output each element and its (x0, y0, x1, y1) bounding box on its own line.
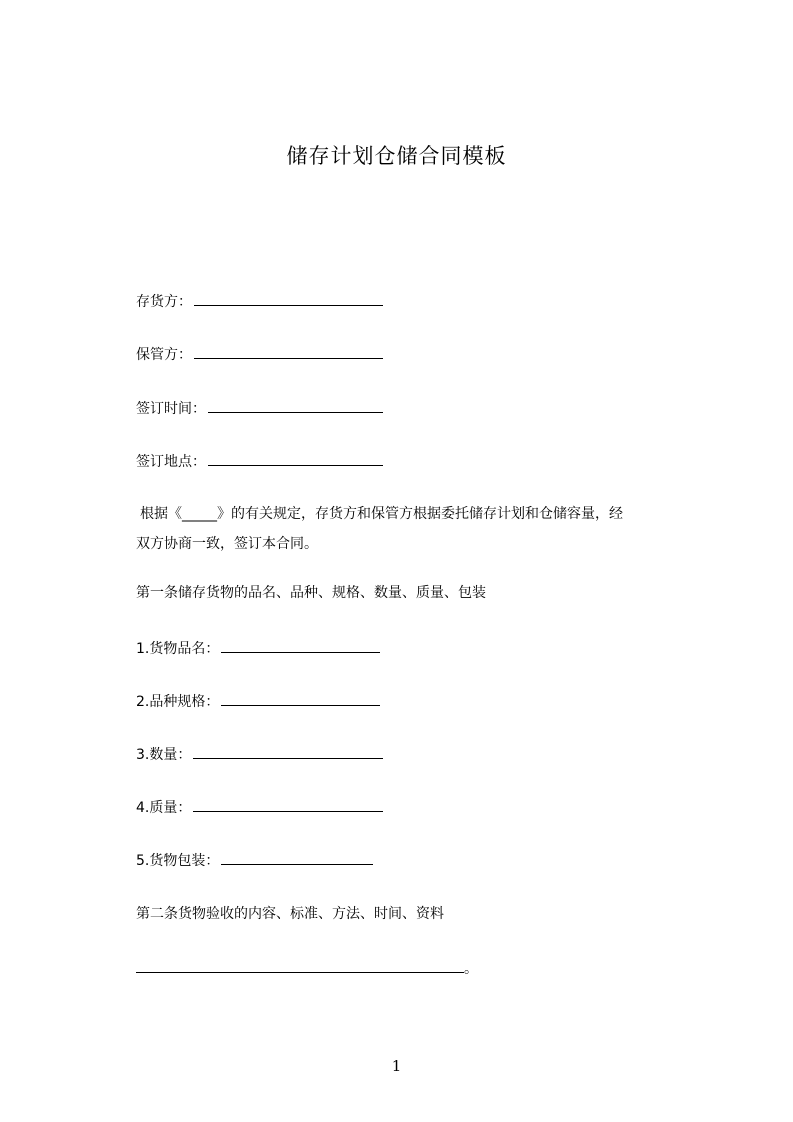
item-blank (221, 638, 380, 653)
sign-time-field (136, 398, 383, 419)
depositor-label: 存货方： (136, 294, 192, 310)
page-number: 1 (391, 1057, 402, 1075)
article1-item-2 (136, 691, 380, 712)
item-blank (221, 850, 373, 865)
article2-end-mark: 。 (464, 961, 478, 977)
item-blank (221, 691, 380, 706)
sign-time-blank (208, 398, 383, 413)
article1-item-3 (136, 744, 383, 765)
document-title: 储存计划仓储合同模板 (286, 144, 507, 168)
intro-line-2: 双方协商一致，签订本合同。 (136, 536, 318, 552)
item-blank (193, 797, 383, 812)
article1-heading: 第一条储存货物的品名、品种、规格、数量、质量、包装 (136, 585, 486, 601)
item-label: 1.货物品名： (136, 641, 220, 657)
intro-paragraph (136, 499, 706, 559)
custodian-blank (194, 344, 383, 359)
intro-line-1: 根据《_____》的有关规定，存货方和保管方根据委托储存计划和仓储容量，经 (140, 506, 623, 522)
article1-item-4 (136, 797, 383, 818)
sign-time-label: 签订时间： (136, 401, 206, 417)
depositor-blank (194, 291, 383, 306)
custodian-label: 保管方： (136, 347, 192, 363)
custodian-field (136, 344, 383, 365)
sign-place-label: 签订地点： (136, 454, 206, 470)
depositor-field (136, 291, 383, 312)
article2-content-line (136, 958, 478, 979)
sign-place-field (136, 451, 383, 472)
article1-item-1 (136, 638, 380, 659)
article2-blank (136, 958, 464, 973)
item-label: 3.数量： (136, 747, 192, 763)
item-label: 2.品种规格： (136, 694, 220, 710)
item-blank (193, 744, 383, 759)
sign-place-blank (208, 451, 383, 466)
article1-item-5 (136, 850, 373, 871)
article2-heading: 第二条货物验收的内容、标准、方法、时间、资料 (136, 906, 444, 922)
item-label: 5.货物包装： (136, 853, 220, 869)
item-label: 4.质量： (136, 800, 192, 816)
